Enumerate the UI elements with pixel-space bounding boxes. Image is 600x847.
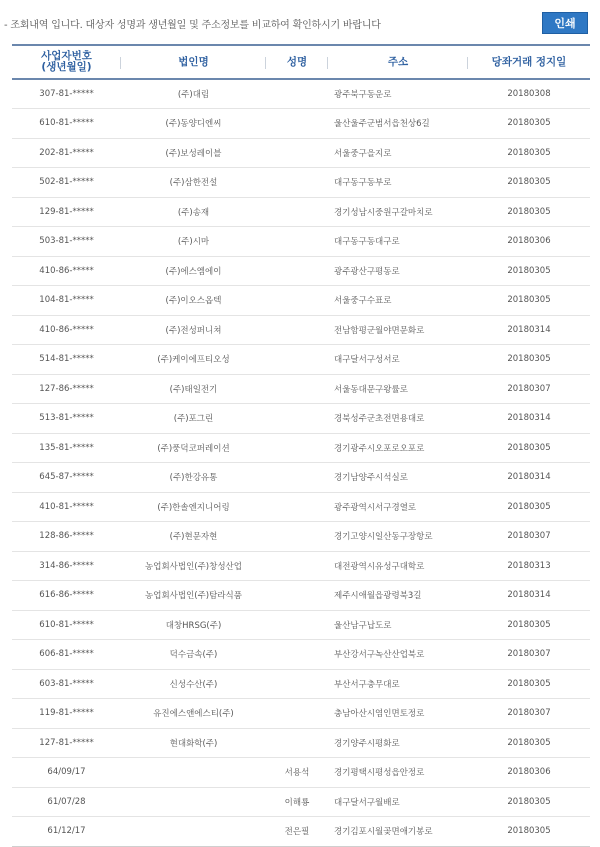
corp-cell: (주)풍덕코퍼레이션: [121, 433, 266, 463]
addr-cell: 대구달서구성서로: [328, 345, 468, 375]
addr-cell: 대구동구동대구로: [328, 227, 468, 257]
name-cell: [266, 551, 328, 581]
addr-cell: 대구동구동부로: [328, 168, 468, 198]
date-cell: 20180305: [468, 256, 590, 286]
table-row: [12, 551, 590, 581]
addr-cell: 광주광산구평동로: [328, 256, 468, 286]
bizno-cell: 129-81-*****: [12, 197, 121, 227]
name-cell: [266, 610, 328, 640]
bizno-cell: 603-81-*****: [12, 669, 121, 699]
addr-cell: 대구달서구월배로: [328, 787, 468, 817]
name-cell: [266, 197, 328, 227]
bizno-cell: 503-81-*****: [12, 227, 121, 257]
name-cell: [266, 79, 328, 109]
header-date-label: 당좌거래 정지일: [491, 55, 567, 68]
corp-cell: (주)대림: [121, 79, 266, 109]
addr-cell: 경기광주시오포로오포로: [328, 433, 468, 463]
date-cell: 20180314: [468, 404, 590, 434]
addr-cell: 경기김포시월곶면애기봉로: [328, 817, 468, 847]
table-row: [12, 728, 590, 758]
bizno-cell: 610-81-*****: [12, 109, 121, 139]
corp-cell: 현대화학(주): [121, 728, 266, 758]
corp-cell: (주)태일전기: [121, 374, 266, 404]
bizno-cell: 513-81-*****: [12, 404, 121, 434]
date-cell: 20180305: [468, 728, 590, 758]
date-cell: 20180305: [468, 286, 590, 316]
table-row: [12, 787, 590, 817]
name-cell: [266, 138, 328, 168]
table-row: [12, 522, 590, 552]
corp-cell: (주)한솔엔지니어링: [121, 492, 266, 522]
table-header-row: [12, 45, 590, 79]
corp-cell: (주)케이에프티오성: [121, 345, 266, 375]
date-cell: 20180307: [468, 640, 590, 670]
table-row: [12, 109, 590, 139]
table-row: [12, 492, 590, 522]
corp-cell: 농업회사법인(주)창성산업: [121, 551, 266, 581]
bizno-cell: 514-81-*****: [12, 345, 121, 375]
results-table: [12, 44, 590, 847]
addr-cell: 서울중구수표로: [328, 286, 468, 316]
addr-cell: 부산서구충무대로: [328, 669, 468, 699]
date-cell: 20180305: [468, 109, 590, 139]
table-row: [12, 610, 590, 640]
bizno-cell: 61/12/17: [12, 817, 121, 847]
name-cell: [266, 640, 328, 670]
header-bizno: [12, 45, 121, 79]
date-cell: 20180314: [468, 581, 590, 611]
addr-cell: 부산강서구녹산산업북로: [328, 640, 468, 670]
bizno-cell: 128-86-*****: [12, 522, 121, 552]
table-row: [12, 640, 590, 670]
date-cell: 20180305: [468, 345, 590, 375]
corp-cell: [121, 787, 266, 817]
date-cell: 20180305: [468, 168, 590, 198]
table-row: [12, 374, 590, 404]
date-cell: 20180305: [468, 492, 590, 522]
addr-cell: 전남함평군월야면문화로: [328, 315, 468, 345]
table-row: [12, 286, 590, 316]
corp-cell: (주)한강유통: [121, 463, 266, 493]
date-cell: 20180307: [468, 374, 590, 404]
date-cell: 20180307: [468, 699, 590, 729]
bizno-cell: 410-86-*****: [12, 315, 121, 345]
corp-cell: (주)전성퍼니쳐: [121, 315, 266, 345]
bizno-cell: 104-81-*****: [12, 286, 121, 316]
date-cell: 20180305: [468, 138, 590, 168]
corp-cell: 유진에스앤에스티(주): [121, 699, 266, 729]
corp-cell: 덕수금속(주): [121, 640, 266, 670]
bizno-cell: 119-81-*****: [12, 699, 121, 729]
name-cell: [266, 168, 328, 198]
header-addr: [328, 45, 468, 79]
notice-text: - 조회내역 입니다. 대상자 성명과 생년월일 및 주소정보를 비교하여 확인하시기 바랍니다: [4, 20, 381, 31]
addr-cell: 충남아산시염인면토정로: [328, 699, 468, 729]
name-cell: [266, 315, 328, 345]
name-cell: 서용석: [266, 758, 328, 788]
date-cell: 20180305: [468, 817, 590, 847]
table-row: [12, 345, 590, 375]
date-cell: 20180314: [468, 315, 590, 345]
name-cell: [266, 669, 328, 699]
corp-cell: (주)동양디엔씨: [121, 109, 266, 139]
addr-cell: 경기남양주시석실로: [328, 463, 468, 493]
table-row: [12, 227, 590, 257]
corp-cell: 농업회사법인(주)탐라식품: [121, 581, 266, 611]
corp-cell: 신성수산(주): [121, 669, 266, 699]
corp-cell: (주)삼한전설: [121, 168, 266, 198]
bizno-cell: 202-81-*****: [12, 138, 121, 168]
corp-cell: [121, 817, 266, 847]
bizno-cell: 645-87-*****: [12, 463, 121, 493]
date-cell: 20180307: [468, 522, 590, 552]
addr-cell: 경북성주군초전면용대로: [328, 404, 468, 434]
bizno-cell: 610-81-*****: [12, 610, 121, 640]
addr-cell: 울산남구납도로: [328, 610, 468, 640]
header-corp-label: 법인명: [178, 55, 209, 68]
bizno-cell: 61/07/28: [12, 787, 121, 817]
name-cell: [266, 227, 328, 257]
table-row: [12, 138, 590, 168]
addr-cell: 대전광역시유성구대학로: [328, 551, 468, 581]
header-bizno-line2: (생년월일): [41, 61, 92, 73]
bizno-cell: 127-81-*****: [12, 728, 121, 758]
table-row: [12, 197, 590, 227]
name-cell: [266, 492, 328, 522]
bizno-cell: 410-86-*****: [12, 256, 121, 286]
date-cell: 20180313: [468, 551, 590, 581]
addr-cell: 울산울주군범서읍천상6길: [328, 109, 468, 139]
bizno-cell: 127-86-*****: [12, 374, 121, 404]
print-button[interactable]: 인쇄: [542, 12, 588, 34]
name-cell: [266, 404, 328, 434]
header-name: [266, 45, 328, 79]
date-cell: 20180314: [468, 463, 590, 493]
table-row: [12, 699, 590, 729]
table-row: [12, 433, 590, 463]
header-name-label: 성명: [286, 55, 308, 68]
table-row: [12, 463, 590, 493]
header-addr-label: 주소: [387, 55, 409, 68]
name-cell: [266, 433, 328, 463]
table-row: [12, 256, 590, 286]
addr-cell: 경기평택시평성읍안정로: [328, 758, 468, 788]
addr-cell: 서울동대문구왕률로: [328, 374, 468, 404]
date-cell: 20180305: [468, 787, 590, 817]
addr-cell: 경기양주시평화로: [328, 728, 468, 758]
name-cell: [266, 699, 328, 729]
date-cell: 20180305: [468, 669, 590, 699]
bizno-cell: 502-81-*****: [12, 168, 121, 198]
corp-cell: (주)현문자현: [121, 522, 266, 552]
bizno-cell: 410-81-*****: [12, 492, 121, 522]
addr-cell: 서울중구을지로: [328, 138, 468, 168]
date-cell: 20180305: [468, 433, 590, 463]
corp-cell: [121, 758, 266, 788]
top-bar: [0, 0, 600, 42]
header-corp: [121, 45, 266, 79]
addr-cell: 광주북구동운로: [328, 79, 468, 109]
name-cell: [266, 345, 328, 375]
table-row: [12, 669, 590, 699]
table-row: [12, 315, 590, 345]
table-row: [12, 404, 590, 434]
addr-cell: 경기고양시일산동구장항로: [328, 522, 468, 552]
header-date: [468, 45, 590, 79]
name-cell: [266, 522, 328, 552]
addr-cell: 광주광역시서구경열로: [328, 492, 468, 522]
name-cell: [266, 256, 328, 286]
name-cell: [266, 728, 328, 758]
table-row: [12, 758, 590, 788]
name-cell: [266, 286, 328, 316]
corp-cell: (주)보성레이블: [121, 138, 266, 168]
table-row: [12, 79, 590, 109]
header-bizno-line1: 사업자번호: [41, 50, 92, 62]
corp-cell: (주)이오스옵텍: [121, 286, 266, 316]
bizno-cell: 616-86-*****: [12, 581, 121, 611]
table-row: [12, 168, 590, 198]
name-cell: 이해룡: [266, 787, 328, 817]
addr-cell: 제주시애월읍광령북3길: [328, 581, 468, 611]
table-row: [12, 581, 590, 611]
corp-cell: (주)포그린: [121, 404, 266, 434]
name-cell: [266, 374, 328, 404]
date-cell: 20180306: [468, 758, 590, 788]
addr-cell: 경기성남시중원구갈마치로: [328, 197, 468, 227]
corp-cell: 대창HRSG(주): [121, 610, 266, 640]
bizno-cell: 307-81-*****: [12, 79, 121, 109]
name-cell: 전은필: [266, 817, 328, 847]
date-cell: 20180305: [468, 197, 590, 227]
bizno-cell: 314-86-*****: [12, 551, 121, 581]
corp-cell: (주)송재: [121, 197, 266, 227]
corp-cell: (주)시마: [121, 227, 266, 257]
bizno-cell: 606-81-*****: [12, 640, 121, 670]
date-cell: 20180308: [468, 79, 590, 109]
date-cell: 20180306: [468, 227, 590, 257]
name-cell: [266, 109, 328, 139]
date-cell: 20180305: [468, 610, 590, 640]
table-row: [12, 817, 590, 847]
corp-cell: (주)에스엠에이: [121, 256, 266, 286]
name-cell: [266, 463, 328, 493]
bizno-cell: 64/09/17: [12, 758, 121, 788]
name-cell: [266, 581, 328, 611]
bizno-cell: 135-81-*****: [12, 433, 121, 463]
